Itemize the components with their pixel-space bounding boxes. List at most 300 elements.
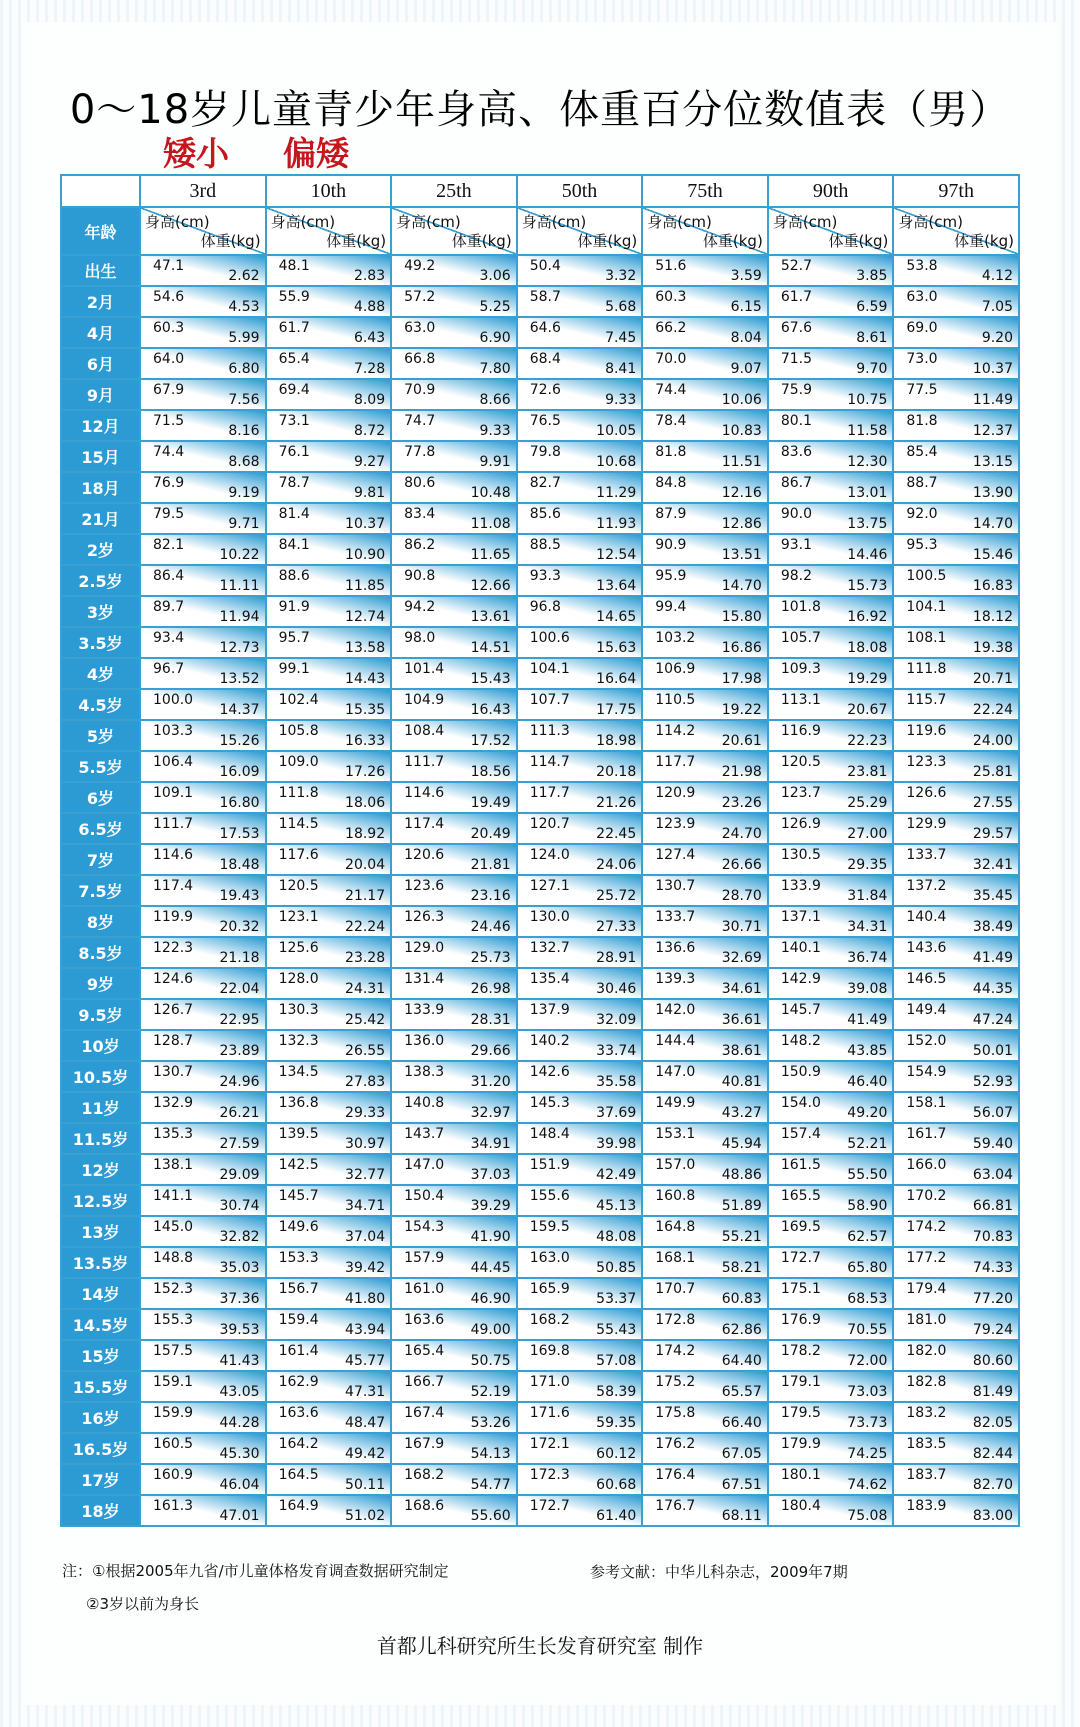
height-value: 53.8 [906, 258, 938, 274]
table-row [61, 999, 1019, 1030]
weight-value: 9.20 [981, 330, 1013, 346]
weight-value: 28.31 [470, 1012, 511, 1028]
percentile-header: 50th [517, 175, 643, 207]
weight-value: 75.08 [847, 1508, 888, 1524]
table-row [61, 1247, 1019, 1278]
table-row [61, 937, 1019, 968]
weight-value: 7.28 [353, 361, 386, 377]
weight-value: 54.77 [470, 1477, 511, 1493]
height-value: 172.8 [655, 1312, 696, 1328]
weight-value: 22.95 [219, 1012, 260, 1028]
weight-value: 60.12 [596, 1446, 637, 1462]
table-row [61, 1309, 1019, 1340]
weight-value: 15.63 [596, 640, 637, 656]
weight-value: 43.27 [721, 1105, 762, 1121]
value-cell [768, 1216, 894, 1247]
weight-value: 9.07 [730, 361, 762, 377]
height-value: 83.4 [404, 506, 436, 522]
height-value: 70.0 [655, 351, 687, 367]
height-value: 172.1 [529, 1436, 570, 1452]
value-cell [266, 503, 392, 534]
value-cell [642, 1061, 768, 1092]
value-cell [266, 472, 392, 503]
age-cell: 14.5岁 [61, 1309, 140, 1340]
height-value: 104.9 [404, 692, 445, 708]
age-cell: 6岁 [61, 782, 140, 813]
value-cell [140, 503, 266, 534]
height-value: 76.9 [153, 475, 185, 491]
value-cell [266, 379, 392, 410]
weight-value: 30.74 [219, 1198, 260, 1214]
weight-value: 13.90 [972, 485, 1013, 501]
age-cell: 9岁 [61, 968, 140, 999]
weight-value: 49.42 [345, 1446, 386, 1462]
percentile-header: 10th [266, 175, 392, 207]
weight-value: 58.39 [596, 1384, 637, 1400]
height-value: 132.9 [153, 1095, 194, 1111]
value-cell [893, 1340, 1019, 1371]
height-value: 47.1 [153, 258, 185, 274]
value-cell [391, 1216, 517, 1247]
age-cell: 15.5岁 [61, 1371, 140, 1402]
weight-value: 57.08 [596, 1353, 637, 1369]
weight-value: 70.55 [847, 1322, 888, 1338]
value-cell [768, 472, 894, 503]
height-value: 182.8 [906, 1374, 947, 1390]
weight-value: 21.18 [219, 950, 260, 966]
height-value: 78.7 [278, 475, 310, 491]
table-row [61, 658, 1019, 689]
value-cell [893, 689, 1019, 720]
table-row [61, 1185, 1019, 1216]
height-value: 131.4 [404, 971, 445, 987]
weight-value: 67.51 [721, 1477, 762, 1493]
height-value: 51.6 [655, 258, 687, 274]
weight-value: 27.59 [219, 1136, 260, 1152]
weight-value: 34.71 [345, 1198, 386, 1214]
weight-value: 29.57 [972, 826, 1013, 842]
weight-label: 体重(kg) [577, 232, 638, 250]
value-cell [391, 1309, 517, 1340]
value-cell [768, 565, 894, 596]
weight-value: 82.70 [972, 1477, 1013, 1493]
weight-value: 38.49 [972, 919, 1013, 935]
height-value: 147.0 [404, 1157, 445, 1173]
value-cell [642, 937, 768, 968]
weight-value: 62.57 [847, 1229, 888, 1245]
weight-value: 7.45 [605, 330, 637, 346]
height-value: 161.0 [404, 1281, 445, 1297]
height-value: 64.0 [153, 351, 185, 367]
weight-value: 82.05 [972, 1415, 1013, 1431]
height-value: 177.2 [906, 1250, 947, 1266]
value-cell [642, 1402, 768, 1433]
table-row [61, 1123, 1019, 1154]
weight-value: 7.80 [479, 361, 511, 377]
height-value: 93.3 [529, 568, 561, 584]
value-cell [140, 565, 266, 596]
weight-value: 48.08 [596, 1229, 637, 1245]
weight-value: 60.68 [596, 1477, 637, 1493]
weight-value: 10.48 [470, 485, 511, 501]
height-value: 137.1 [780, 909, 821, 925]
height-value: 54.6 [153, 289, 185, 305]
value-cell [768, 627, 894, 658]
weight-value: 18.48 [219, 857, 260, 873]
height-value: 159.5 [529, 1219, 570, 1235]
weight-value: 73.03 [847, 1384, 888, 1400]
weight-value: 49.00 [470, 1322, 511, 1338]
value-cell [266, 1495, 392, 1526]
value-cell [140, 534, 266, 565]
table-row [61, 255, 1019, 286]
weight-value: 82.44 [972, 1446, 1013, 1462]
value-cell [266, 1061, 392, 1092]
value-cell [768, 286, 894, 317]
value-cell [517, 379, 643, 410]
height-value: 164.2 [278, 1436, 319, 1452]
value-cell [642, 689, 768, 720]
weight-value: 74.25 [847, 1446, 888, 1462]
value-cell [140, 689, 266, 720]
weight-value: 23.28 [345, 950, 386, 966]
value-cell [642, 1092, 768, 1123]
height-value: 75.9 [780, 382, 812, 398]
weight-value: 6.90 [479, 330, 511, 346]
weight-value: 9.19 [228, 485, 260, 501]
height-value: 169.5 [780, 1219, 821, 1235]
height-value: 170.2 [906, 1188, 947, 1204]
age-cell: 12岁 [61, 1154, 140, 1185]
weight-value: 34.61 [721, 981, 762, 997]
value-cell [893, 782, 1019, 813]
weight-value: 3.32 [605, 268, 637, 284]
age-cell: 4月 [61, 317, 140, 348]
value-cell [517, 1340, 643, 1371]
value-cell [391, 782, 517, 813]
height-value: 136.0 [404, 1033, 445, 1049]
weight-label: 体重(kg) [200, 232, 261, 250]
age-cell: 18岁 [61, 1495, 140, 1526]
value-cell [517, 1154, 643, 1185]
table-row [61, 1030, 1019, 1061]
height-value: 136.6 [655, 940, 696, 956]
weight-value: 13.52 [219, 671, 260, 687]
weight-value: 5.25 [479, 299, 511, 315]
height-value: 153.3 [278, 1250, 319, 1266]
height-value: 82.1 [153, 537, 185, 553]
weight-value: 16.33 [345, 733, 386, 749]
height-value: 108.1 [906, 630, 947, 646]
height-value: 145.3 [529, 1095, 570, 1111]
value-cell [391, 1092, 517, 1123]
weight-value: 10.68 [596, 454, 637, 470]
value-cell [140, 441, 266, 472]
height-value: 142.0 [655, 1002, 696, 1018]
weight-value: 74.33 [972, 1260, 1013, 1276]
weight-value: 34.91 [470, 1136, 511, 1152]
weight-value: 45.30 [219, 1446, 260, 1462]
weight-value: 13.15 [972, 454, 1013, 470]
value-cell [517, 751, 643, 782]
height-value: 161.7 [906, 1126, 947, 1142]
height-value: 93.4 [153, 630, 185, 646]
value-cell [391, 1495, 517, 1526]
weight-value: 22.04 [219, 981, 260, 997]
value-cell [266, 627, 392, 658]
value-cell [517, 317, 643, 348]
credit: 首都儿科研究所生长发育研究室 制作 [376, 1634, 704, 1658]
height-value: 174.2 [655, 1343, 696, 1359]
table-row [61, 441, 1019, 472]
weight-value: 24.46 [470, 919, 511, 935]
height-value: 85.6 [529, 506, 561, 522]
weight-value: 10.75 [847, 392, 888, 408]
weight-value: 74.62 [847, 1477, 888, 1493]
value-cell [140, 472, 266, 503]
weight-value: 27.83 [345, 1074, 386, 1090]
weight-value: 26.21 [219, 1105, 260, 1121]
value-cell [893, 1371, 1019, 1402]
height-value: 180.4 [780, 1498, 821, 1514]
height-value: 172.3 [529, 1467, 570, 1483]
value-cell [768, 1061, 894, 1092]
value-cell [140, 1371, 266, 1402]
height-value: 126.7 [153, 1002, 194, 1018]
height-value: 117.4 [404, 816, 445, 832]
height-value: 183.9 [906, 1498, 947, 1514]
height-value: 159.4 [278, 1312, 319, 1328]
height-value: 179.5 [780, 1405, 821, 1421]
weight-value: 13.58 [345, 640, 386, 656]
height-value: 159.1 [153, 1374, 194, 1390]
weight-value: 20.32 [219, 919, 260, 935]
value-cell [391, 1340, 517, 1371]
age-cell: 15岁 [61, 1340, 140, 1371]
height-value: 133.9 [404, 1002, 445, 1018]
height-value: 150.4 [404, 1188, 445, 1204]
weight-value: 34.31 [847, 919, 888, 935]
value-cell [893, 937, 1019, 968]
weight-value: 47.01 [219, 1508, 260, 1524]
weight-value: 9.27 [353, 454, 386, 470]
weight-value: 31.20 [470, 1074, 511, 1090]
height-value: 178.2 [780, 1343, 821, 1359]
weight-value: 4.88 [353, 299, 386, 315]
measure-header-cell [391, 207, 517, 255]
height-value: 98.2 [780, 568, 812, 584]
weight-value: 56.07 [972, 1105, 1013, 1121]
age-cell: 7.5岁 [61, 875, 140, 906]
height-value: 128.0 [278, 971, 319, 987]
percentile-header: 25th [391, 175, 517, 207]
value-cell [266, 1030, 392, 1061]
weight-value: 13.61 [470, 609, 511, 625]
weight-value: 29.33 [345, 1105, 386, 1121]
value-cell [517, 348, 643, 379]
weight-value: 66.40 [721, 1415, 762, 1431]
value-cell [893, 1433, 1019, 1464]
height-value: 164.5 [278, 1467, 319, 1483]
value-cell [517, 410, 643, 441]
percentile-header: 3rd [140, 175, 266, 207]
weight-value: 65.80 [847, 1260, 888, 1276]
weight-value: 32.09 [596, 1012, 637, 1028]
height-value: 167.4 [404, 1405, 445, 1421]
value-cell [140, 1464, 266, 1495]
height-value: 148.2 [780, 1033, 821, 1049]
weight-value: 15.80 [721, 609, 762, 625]
weight-value: 14.65 [596, 609, 637, 625]
weight-value: 50.11 [345, 1477, 386, 1493]
height-value: 157.9 [404, 1250, 445, 1266]
height-value: 172.7 [780, 1250, 821, 1266]
weight-value: 23.16 [470, 888, 511, 904]
measure-header-cell [893, 207, 1019, 255]
height-value: 130.7 [655, 878, 696, 894]
weight-value: 41.49 [847, 1012, 888, 1028]
height-value: 111.3 [529, 723, 570, 739]
weight-value: 20.67 [847, 702, 888, 718]
height-value: 130.7 [153, 1064, 194, 1080]
height-label: 身高(cm) [647, 213, 712, 231]
value-cell [140, 906, 266, 937]
height-value: 157.0 [655, 1157, 696, 1173]
weight-value: 17.53 [219, 826, 260, 842]
value-cell [391, 1185, 517, 1216]
weight-value: 21.26 [596, 795, 637, 811]
height-value: 129.9 [906, 816, 947, 832]
weight-value: 36.74 [847, 950, 888, 966]
value-cell [391, 751, 517, 782]
height-value: 104.1 [906, 599, 947, 615]
value-cell [391, 565, 517, 596]
height-label: 身高(cm) [772, 213, 838, 231]
weight-value: 9.33 [605, 392, 637, 408]
weight-value: 54.13 [470, 1446, 511, 1462]
weight-value: 18.06 [345, 795, 386, 811]
weight-value: 28.70 [721, 888, 762, 904]
value-cell [266, 968, 392, 999]
weight-value: 29.35 [847, 857, 888, 873]
value-cell [266, 751, 392, 782]
value-cell [768, 1092, 894, 1123]
value-cell [768, 410, 894, 441]
weight-value: 24.31 [345, 981, 386, 997]
age-cell: 10岁 [61, 1030, 140, 1061]
height-value: 103.3 [153, 723, 194, 739]
height-value: 120.7 [529, 816, 570, 832]
weight-value: 18.98 [596, 733, 637, 749]
height-value: 110.5 [655, 692, 696, 708]
value-cell [391, 441, 517, 472]
value-cell [517, 1495, 643, 1526]
height-value: 88.7 [906, 475, 938, 491]
height-value: 90.0 [780, 506, 812, 522]
value-cell [642, 875, 768, 906]
height-value: 88.5 [529, 537, 561, 553]
note-source: 注：①根据2005年九省/市儿童体格发育调查数据研究制定 [62, 1562, 449, 1580]
weight-value: 37.69 [596, 1105, 637, 1121]
value-cell [266, 410, 392, 441]
measure-header-row [61, 207, 1019, 255]
height-value: 107.7 [529, 692, 570, 708]
value-cell [391, 1278, 517, 1309]
height-value: 128.7 [153, 1033, 194, 1049]
height-value: 154.0 [780, 1095, 821, 1111]
height-value: 133.7 [655, 909, 696, 925]
weight-value: 14.51 [470, 640, 511, 656]
value-cell [140, 317, 266, 348]
weight-value: 51.02 [345, 1508, 386, 1524]
height-value: 123.7 [780, 785, 821, 801]
table-row [61, 1340, 1019, 1371]
weight-value: 68.53 [847, 1291, 888, 1307]
weight-value: 16.86 [721, 640, 762, 656]
weight-value: 73.73 [847, 1415, 888, 1431]
height-value: 70.9 [404, 382, 436, 398]
value-cell [391, 1247, 517, 1278]
value-cell [140, 1092, 266, 1123]
table-row [61, 534, 1019, 565]
height-value: 114.7 [529, 754, 570, 770]
height-value: 167.9 [404, 1436, 445, 1452]
weight-value: 35.03 [219, 1260, 260, 1276]
value-cell [768, 1123, 894, 1154]
value-cell [768, 782, 894, 813]
weight-value: 21.17 [345, 888, 386, 904]
height-value: 55.9 [278, 289, 310, 305]
value-cell [517, 1092, 643, 1123]
height-value: 142.6 [529, 1064, 570, 1080]
value-cell [266, 1464, 392, 1495]
value-cell [266, 255, 392, 286]
value-cell [140, 844, 266, 875]
weight-value: 55.21 [721, 1229, 762, 1245]
age-cell: 17岁 [61, 1464, 140, 1495]
height-value: 143.6 [906, 940, 947, 956]
value-cell [517, 782, 643, 813]
weight-value: 2.83 [353, 268, 386, 284]
height-value: 111.7 [404, 754, 445, 770]
height-value: 130.3 [278, 1002, 319, 1018]
weight-value: 8.68 [228, 454, 260, 470]
height-value: 161.3 [153, 1498, 194, 1514]
value-cell [642, 751, 768, 782]
weight-value: 23.89 [219, 1043, 260, 1059]
weight-value: 12.54 [596, 547, 637, 563]
height-value: 125.6 [278, 940, 319, 956]
percentile-header: 75th [642, 175, 768, 207]
height-value: 77.8 [404, 444, 436, 460]
weight-value: 12.30 [847, 454, 888, 470]
height-value: 111.8 [278, 785, 319, 801]
height-value: 48.1 [278, 258, 310, 274]
weight-value: 12.37 [972, 423, 1013, 439]
weight-value: 35.45 [972, 888, 1013, 904]
height-value: 111.8 [906, 661, 947, 677]
value-cell [517, 565, 643, 596]
height-value: 99.4 [655, 599, 687, 615]
value-cell [768, 1495, 894, 1526]
weight-value: 67.05 [721, 1446, 762, 1462]
weight-value: 9.91 [479, 454, 511, 470]
value-cell [517, 503, 643, 534]
height-value: 179.9 [780, 1436, 821, 1452]
value-cell [266, 1402, 392, 1433]
weight-value: 5.68 [605, 299, 637, 315]
height-value: 140.2 [529, 1033, 570, 1049]
